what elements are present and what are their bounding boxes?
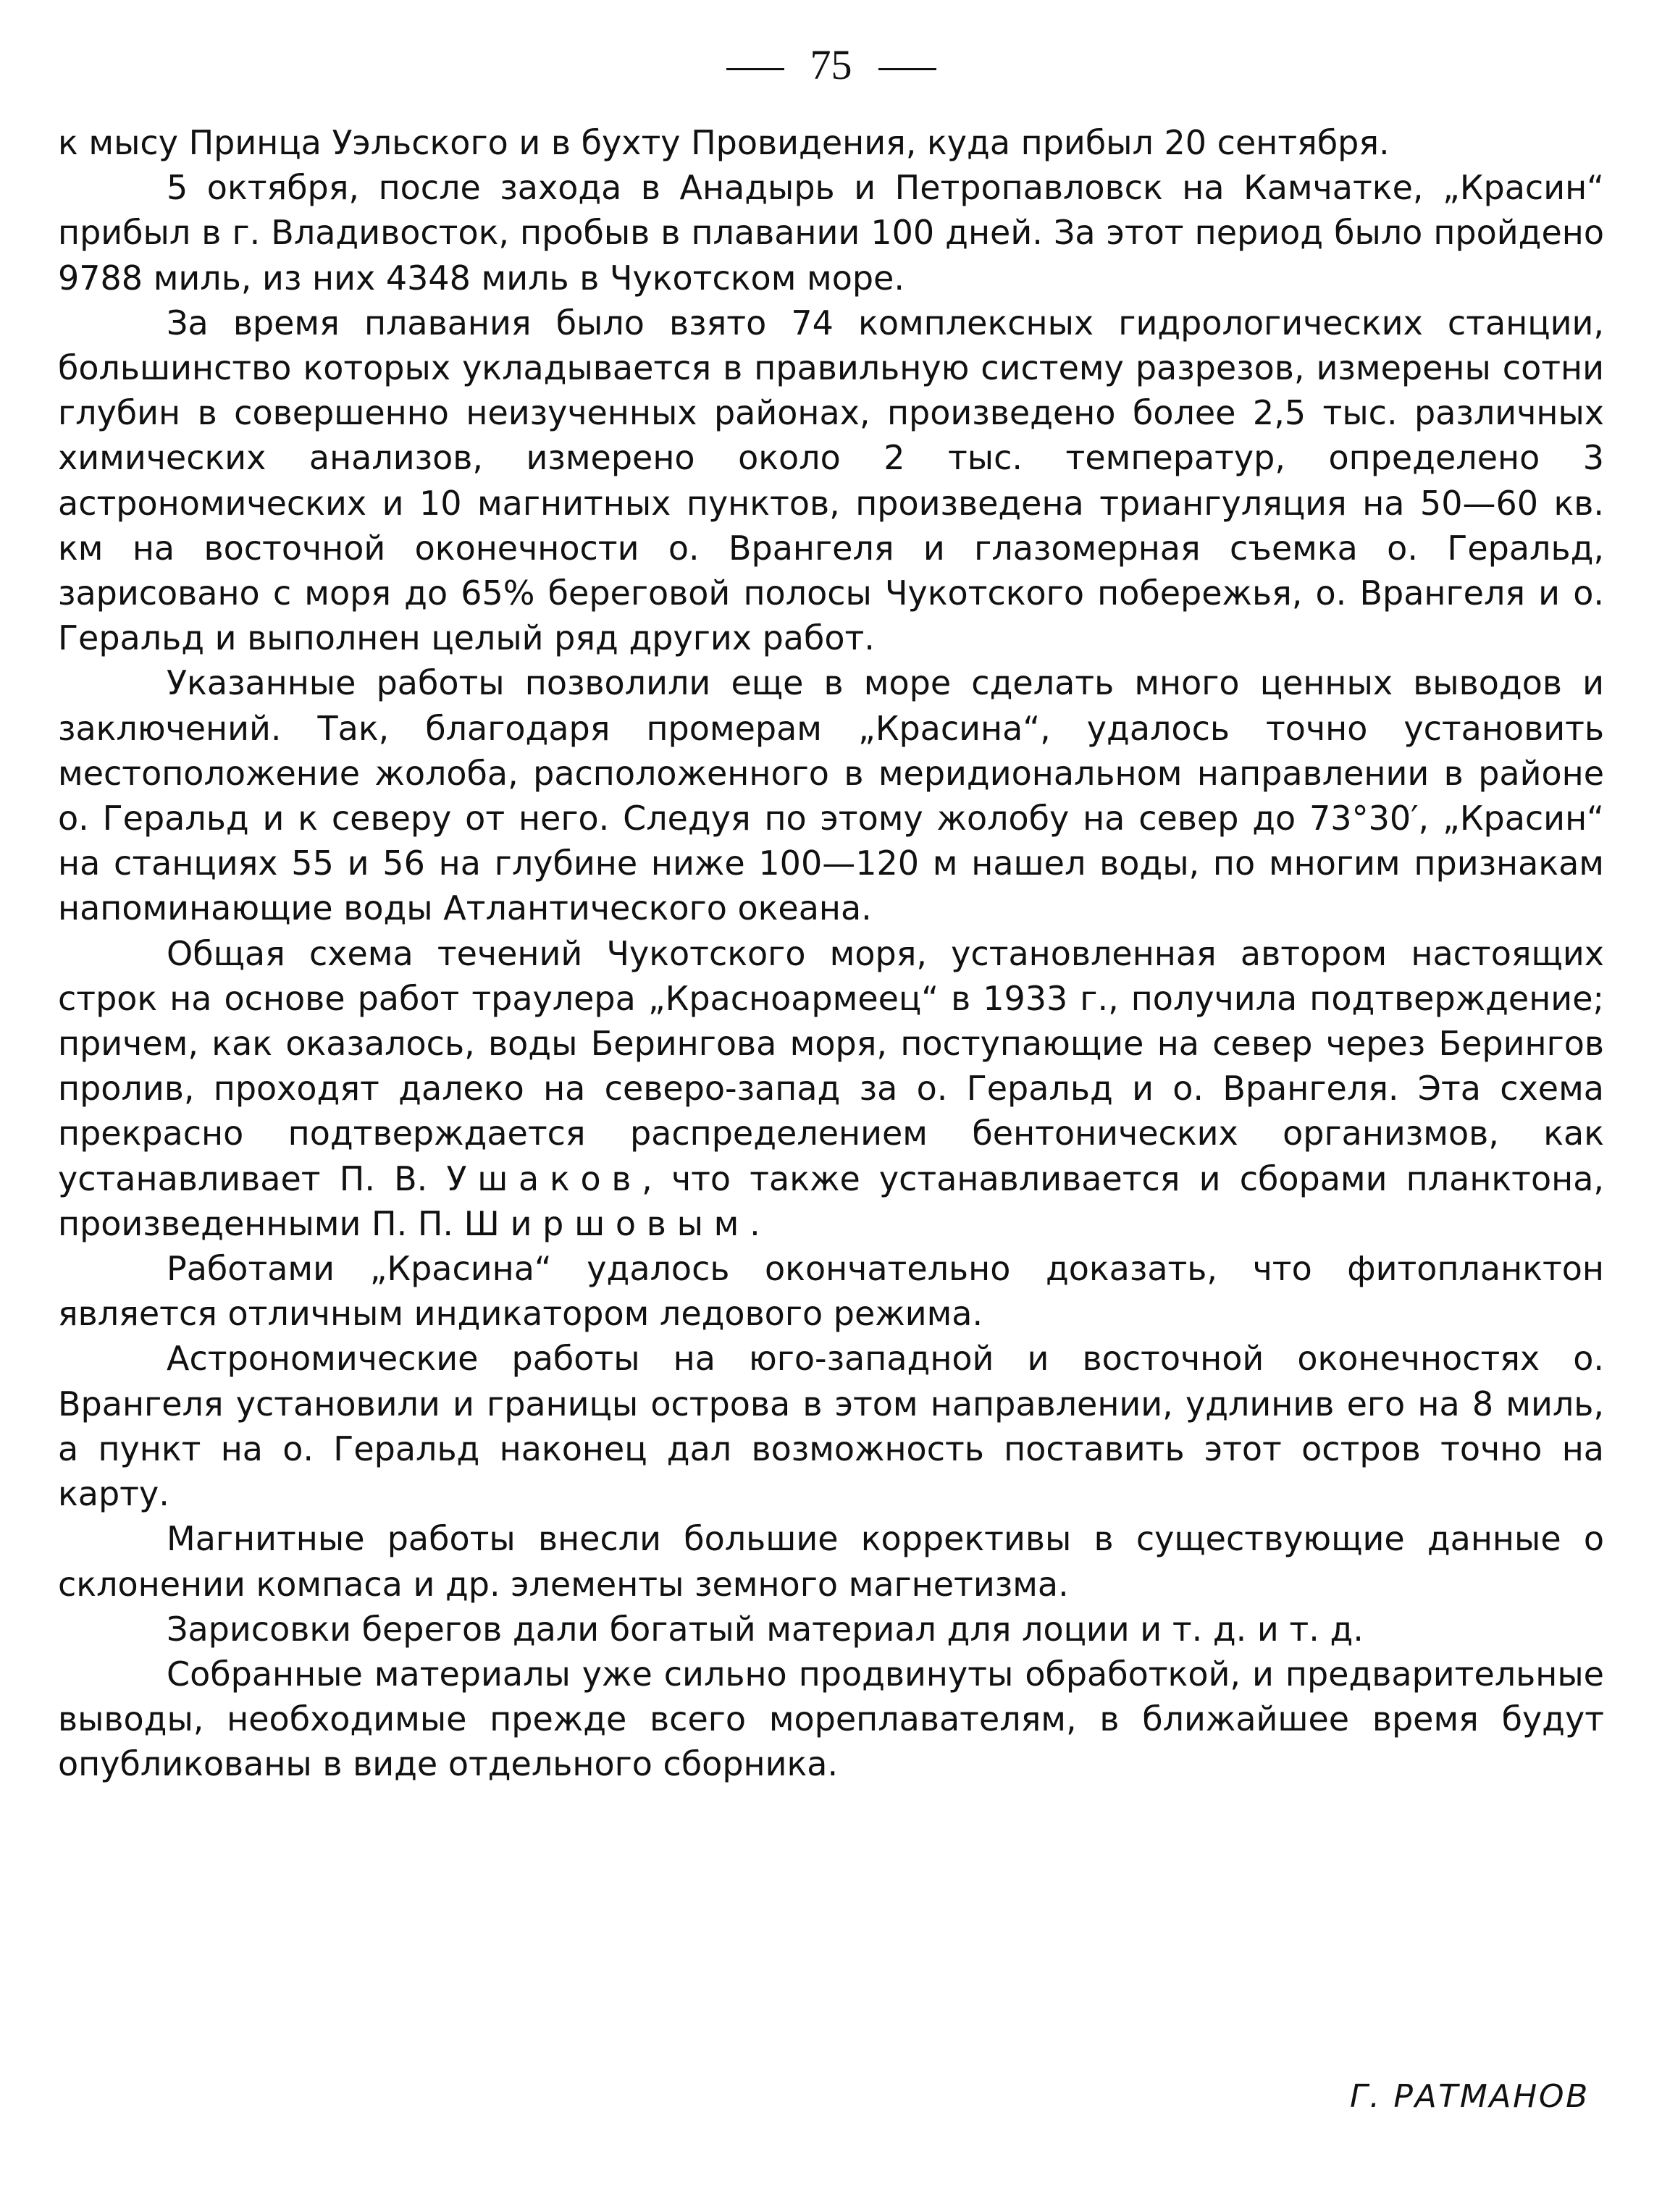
body-text (58, 120, 1604, 1787)
page-number: 75 (810, 41, 852, 88)
paragraph-5-end: . (750, 1203, 760, 1243)
page-number-dash-left (726, 68, 784, 70)
paragraph-1: к мысу Принца Уэльского и в бухту Провидения, куда прибыл 20 сентября. (58, 123, 1390, 162)
paragraph-5 (58, 931, 1604, 1246)
document-page (58, 36, 1604, 2179)
name-shirshov: Ширшовым (463, 1203, 750, 1243)
paragraph-6: Работами „Красина“ удалось окончательно доказать, что фитопланктон является отличным индикатором ледового режима. (58, 1249, 1604, 1334)
page-number-line (58, 36, 1604, 94)
paragraph-4: Указанные работы позволили еще в море сделать много ценных выводов и заключений. Так, благодаря промерам „Красина“, удалось точно установить местоположение жолоба, расположенного в меридиональном направлении в районе о. Геральд и к северу от него. Следуя по этому жолобу на север до 73°30′, „Красин“ на станциях 55 и 56 на глубине ниже 100—120 м нашел воды, по многим признакам напоминающие воды Атлантического океана. (58, 663, 1604, 928)
paragraph-5-start: Общая схема течений Чукотского моря, установленная автором настоящих строк на основе работ траулера „Красноармеец“ в 1933 г., получила подтверждение; причем, как оказалось, воды Берингова моря, поступающие на север через Берингов пролив, проходят далеко на северо-запад за о. Геральд и о. Врангеля. Эта схема прекрасно подтверждается распределением бентонических организмов, как устанавливает П. В. (58, 933, 1604, 1198)
name-ushakov: Ушаков (446, 1158, 642, 1198)
paragraph-8: Магнитные работы внесли большие коррективы в существующие данные о склонении компаса и др. элементы земного магнетизма. (58, 1519, 1604, 1604)
paragraph-7: Астрономические работы на юго-западной и восточной оконечностях о. Врангеля установили и границы острова в этом направлении, удлинив его на 8 миль, а пункт на о. Геральд наконец дал возможность поставить этот остров точно на карту. (58, 1339, 1604, 1514)
paragraph-10: Собранные материалы уже сильно продвинуты обработкой, и предварительные выводы, необходимые прежде всего мореплавателям, в ближайшее время будут опубликованы в виде отдельного сборника. (58, 1654, 1604, 1784)
paragraph-9: Зарисовки берегов дали богатый материал для лоции и т. д. и т. д. (167, 1609, 1364, 1649)
page-number-dash-right (878, 68, 936, 70)
paragraph-5-middle: , что также устанавливается и сборами планктона, произведенными П. П. (58, 1158, 1605, 1243)
paragraph-3: За время плавания было взято 74 комплексных гидрологических станции, большинство которых укладывается в правильную систему разрезов, измерены сотни глубин в совершенно неизученных районах, произведено более 2,5 тыс. различных химических анализов, измерено около 2 тыс. температур, определено 3 астрономических и 10 магнитных пунктов, произведена триангуляция на 50—60 кв. км на восточной оконечности о. Врангеля и глазомерная съемка о. Геральд, зарисовано с моря до 65% береговой полосы Чукотского побережья, о. Врангеля и о. Геральд и выполнен целый ряд других работ. (58, 303, 1604, 658)
paragraph-2: 5 октября, после захода в Анадырь и Петропавловск на Камчатке, „Красин“ прибыл в г. Владивосток, пробыв в плавании 100 дней. За этот период было пройдено 9788 миль, из них 4348 миль в Чукотском море. (58, 168, 1604, 298)
author-signature: Г. РАТМАНОВ (1349, 2078, 1590, 2115)
